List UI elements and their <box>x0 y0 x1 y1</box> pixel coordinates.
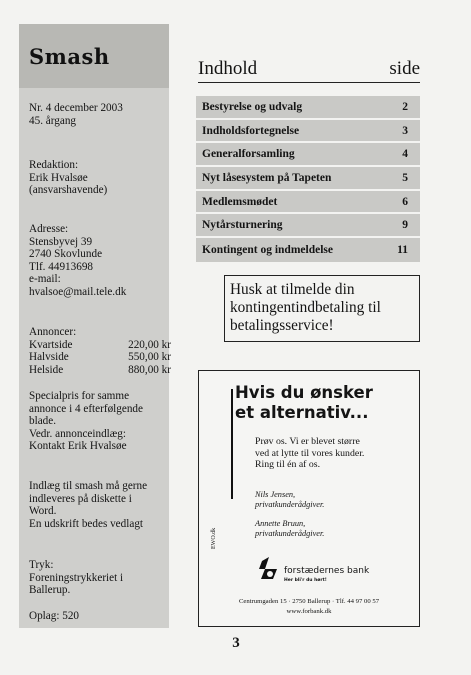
special-pricing: Specialpris for samme annonce i 4 efterfølgende blade. Vedr. annonceindlæg: Kontakt Erik Hvalsøe <box>29 390 143 453</box>
ad-headline: Hvis du ønsker et alternativ... <box>235 383 373 422</box>
price-row: Kvartside 220,00 kr <box>29 338 171 351</box>
bank-website: www.forbank.dk <box>286 608 332 615</box>
bank-slogan: Her bli'r du hørt! <box>284 578 327 583</box>
info-sidebar <box>19 24 169 628</box>
submission-info: Indlæg til smash må gerne indleveres på diskette i Word. En udskrift bedes vedlagt <box>29 480 148 530</box>
index-table <box>196 96 420 262</box>
index-row: Medlemsmødet 6 <box>196 191 420 215</box>
bank-logo-icon <box>255 555 281 581</box>
page-number: 3 <box>232 635 240 651</box>
bank-address: Centrumgaden 15 · 2750 Ballerup · Tlf. 44 97 00 57 <box>238 598 380 605</box>
price-row: Halvside 550,00 kr <box>29 351 171 364</box>
index-row: Nyt låsesystem på Tapeten 5 <box>196 167 420 191</box>
ad-accent-bar <box>231 389 233 499</box>
address-info: Adresse: Stensbyvej 39 2740 Skovlunde Tlf. 44913698 e-mail: hvalsoe@mail.tele.dk <box>29 223 127 298</box>
ad-body-text: Prøv os. Vi er blevet større ved at lytte til vores kunder. Ring til én af os. <box>255 436 365 470</box>
editorial-info: Redaktion: Erik Hvalsøe (ansvarshavende) <box>29 159 108 197</box>
issue-info: Nr. 4 december 2003 45. årgang <box>29 102 123 127</box>
ad-side-code: EWO.dk <box>211 527 217 549</box>
ad-prices: Annoncer: Kvartside 220,00 kr Halvside 550,00 kr Helside 880,00 kr <box>29 326 171 376</box>
masthead-title: Smash <box>29 43 110 69</box>
index-row: Nytårsturnering 9 <box>196 214 420 238</box>
print-info: Tryk: Foreningstrykkeriet i Ballerup. <box>29 559 124 597</box>
index-row: Indholdsfortegnelse 3 <box>196 120 420 144</box>
contact-annette: Annette Bruun, privatkunderådgiver. <box>255 519 325 538</box>
payment-notice: Husk at tilmelde din kontingentindbetaling til betalingsservice! <box>224 275 420 342</box>
price-row: Helside 880,00 kr <box>29 363 171 376</box>
circulation: Oplag: 520 <box>29 610 80 622</box>
bank-advertisement <box>198 370 420 627</box>
index-title: Indhold <box>198 58 258 79</box>
index-row: Kontingent og indmeldelse 11 <box>202 243 408 256</box>
index-row: Bestyrelse og udvalg 2 <box>196 96 420 120</box>
index-header <box>198 58 420 83</box>
masthead <box>19 24 169 88</box>
bank-name: forstædernes bank <box>284 566 370 576</box>
contact-nils: Nils Jensen, privatkunderådgiver. <box>255 490 325 509</box>
index-row: Generalforsamling 4 <box>196 143 420 167</box>
index-side-label: side <box>389 58 420 79</box>
